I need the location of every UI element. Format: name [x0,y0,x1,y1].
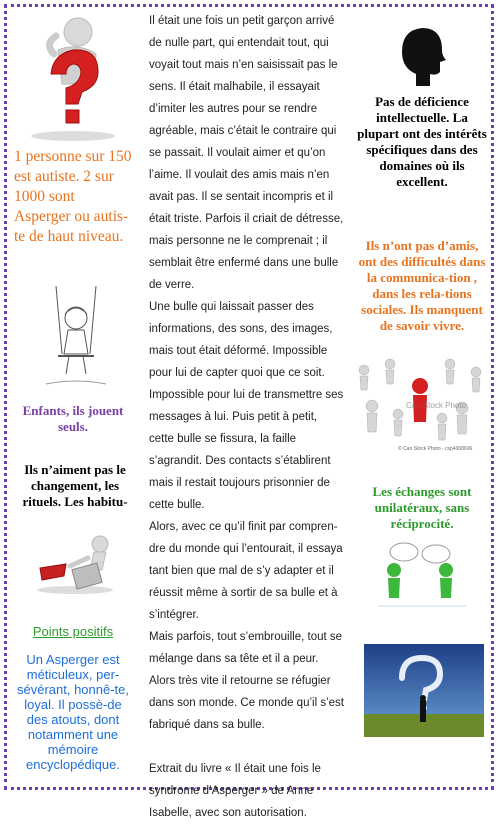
head-silhouette-icon [394,22,448,88]
positive-points-title: Points positifs [32,624,114,639]
photo-credit: © Can Stock Photo - csp4308606 [398,446,473,452]
children-caption: Enfants, ils jouent seuls. [22,403,124,434]
no-friends-text: Ils n’ont pas d’amis, ont des difficultés dans la communica-tion , dans les rela-tions sociales. Ils manquent de savoir vivre. [358,238,486,333]
story-text [149,10,345,824]
question-man-icon [18,14,128,142]
routine-text: Ils n’aiment pas le changement, les rituels. Les habitu- [22,462,128,509]
positive-points-text: Un Asperger est méticuleux, per-sévérant, honnê-te, loyal. Il possè-de des atouts, dont notamment une mémoire encyclopédique. [16,652,130,772]
crowd-red-figure-icon [350,356,490,454]
no-deficiency-text: Pas de déficience intellectuelle. La plupart ont des intérêts spécifiques dans des domaines où ils excellent. [357,94,487,189]
story-paragraph: Alors, avec ce qu’il finit par compren-dre du monde qui l’entourait, il essaya tant bien que mal de s’y adapter et il réussit même à sortir de sa bulle et à s’intégrer. [149,521,343,621]
autism-stat-text: 1 personne sur 150 est autiste. 2 sur 1000 sont Asperger ou autis-te de haut niveau. [14,148,132,245]
story-paragraph: Une bulle qui laissait passer des informations, des sons, des images, mais tout était déformé. Impossible pour lui de capter quoi que ce soit. Impossible pour lui de transmettre ses messages à lui. Puis petit à petit, cette bulle se fissura, la faille s’agrandit. Des contacts s’établirent mais il restait toujours prisonnier de cette bulle. [149,301,344,511]
watermark-text: Can Stock Photo [406,401,467,410]
speech-bubbles-icon [370,540,474,610]
story-paragraph: Il était une fois un petit garçon arrivé de nulle part, qui entendait tout, qui voyait tout mais n’en saisissait pas le sens. Il était malhabile, il essayait d’imiter les autres pour se rendre agréable, mais c’était le contraire qui se passait. Il voulait aimer et qu’on l’aime. Il voulait des amis mais n’en avait pas. Il se sentait incompris et il était triste. Parfois il criait de détresse, mais personne ne le comprenait ; il semblait être enfermé dans une bulle de verre. [149,15,344,291]
puzzle-man-icon [30,530,120,595]
story-paragraph: Mais parfois, tout s’embrouille, tout se mélange dans sa tête et il a peur. Alors très vite il retourne se réfugier dans son monde. Ce monde qu’il s’est fabriqué dans sa bulle. [149,631,344,731]
exchange-text: Les échanges sont unilatéraux, sans réciprocité. [372,484,472,531]
swing-girl-icon [36,284,116,389]
story-citation: Extrait du livre « Il était une fois le syndrome d’Asperger » de Anne Isabelle, avec son autorisation. [149,763,321,819]
sky-question-icon [364,644,484,737]
